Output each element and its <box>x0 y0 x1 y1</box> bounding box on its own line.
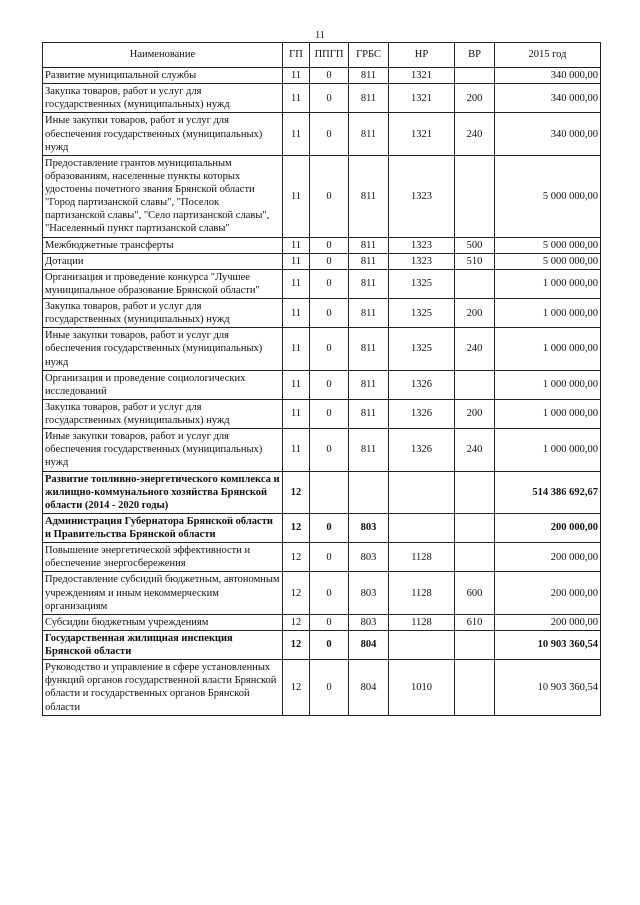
header-gp: ГП <box>283 43 310 68</box>
table-row <box>43 429 601 471</box>
cell-nr <box>389 630 455 659</box>
cell-name: Предоставление грантов муниципальным образованиям, населенные пункты которых удостоены почетного звания Брянской области "Город партизанской славы", "Поселок партизанской славы", "Село партизанской славы", "Населенный пункт партизанской славы" <box>43 155 283 237</box>
table-row <box>43 471 601 513</box>
cell-vr: 240 <box>455 328 495 370</box>
cell-vr: 200 <box>455 84 495 113</box>
cell-gp: 11 <box>283 84 310 113</box>
cell-vr: 500 <box>455 237 495 253</box>
cell-vr: 240 <box>455 113 495 155</box>
table-row <box>43 513 601 542</box>
cell-gp: 12 <box>283 543 310 572</box>
cell-ppgp: 0 <box>310 572 349 614</box>
cell-grbs: 804 <box>349 660 389 716</box>
cell-grbs: 811 <box>349 370 389 399</box>
cell-ppgp: 0 <box>310 660 349 716</box>
cell-amount: 514 386 692,67 <box>495 471 601 513</box>
cell-ppgp: 0 <box>310 269 349 298</box>
cell-nr: 1323 <box>389 253 455 269</box>
table-row <box>43 660 601 716</box>
cell-nr: 1128 <box>389 543 455 572</box>
cell-gp: 11 <box>283 155 310 237</box>
cell-ppgp: 0 <box>310 614 349 630</box>
cell-name: Развитие муниципальной службы <box>43 68 283 84</box>
cell-grbs: 811 <box>349 253 389 269</box>
cell-gp: 11 <box>283 269 310 298</box>
cell-nr: 1326 <box>389 429 455 471</box>
cell-amount: 5 000 000,00 <box>495 237 601 253</box>
cell-grbs: 804 <box>349 630 389 659</box>
header-vr: ВР <box>455 43 495 68</box>
cell-ppgp: 0 <box>310 68 349 84</box>
cell-name: Организация и проведение социологических исследований <box>43 370 283 399</box>
cell-grbs: 803 <box>349 513 389 542</box>
table-row <box>43 237 601 253</box>
cell-name: Развитие топливно-энергетического комплекса и жилищно-коммунального хозяйства Брянской области (2014 - 2020 годы) <box>43 471 283 513</box>
cell-nr: 1128 <box>389 614 455 630</box>
cell-gp: 11 <box>283 237 310 253</box>
cell-grbs: 811 <box>349 237 389 253</box>
table-row <box>43 399 601 428</box>
cell-gp: 12 <box>283 513 310 542</box>
header-row <box>43 43 601 68</box>
table-row <box>43 370 601 399</box>
cell-amount: 340 000,00 <box>495 84 601 113</box>
cell-name: Иные закупки товаров, работ и услуг для обеспечения государственных (муниципальных) нужд <box>43 113 283 155</box>
header-ppgp: ППГП <box>310 43 349 68</box>
cell-nr: 1323 <box>389 237 455 253</box>
cell-vr <box>455 68 495 84</box>
cell-name: Администрация Губернатора Брянской области и Правительства Брянской области <box>43 513 283 542</box>
header-grbs: ГРБС <box>349 43 389 68</box>
cell-nr: 1326 <box>389 399 455 428</box>
page-number: 11 <box>315 30 325 41</box>
cell-vr <box>455 543 495 572</box>
cell-ppgp: 0 <box>310 513 349 542</box>
cell-nr: 1325 <box>389 328 455 370</box>
cell-ppgp: 0 <box>310 543 349 572</box>
cell-nr: 1325 <box>389 299 455 328</box>
cell-gp: 11 <box>283 370 310 399</box>
header-year: 2015 год <box>495 43 601 68</box>
cell-grbs: 811 <box>349 68 389 84</box>
budget-table <box>42 42 601 716</box>
cell-vr <box>455 660 495 716</box>
cell-vr: 200 <box>455 399 495 428</box>
cell-name: Закупка товаров, работ и услуг для государственных (муниципальных) нужд <box>43 84 283 113</box>
cell-name: Предоставление субсидий бюджетным, автономным учреждениям и иным некоммерческим организациям <box>43 572 283 614</box>
cell-nr <box>389 513 455 542</box>
cell-amount: 1 000 000,00 <box>495 370 601 399</box>
cell-vr: 600 <box>455 572 495 614</box>
table-row <box>43 572 601 614</box>
cell-ppgp <box>310 471 349 513</box>
cell-amount: 340 000,00 <box>495 113 601 155</box>
table-row <box>43 328 601 370</box>
cell-vr: 510 <box>455 253 495 269</box>
cell-gp: 11 <box>283 299 310 328</box>
table-row <box>43 614 601 630</box>
cell-amount: 1 000 000,00 <box>495 328 601 370</box>
cell-nr: 1128 <box>389 572 455 614</box>
cell-amount: 200 000,00 <box>495 614 601 630</box>
cell-gp: 11 <box>283 429 310 471</box>
cell-gp: 12 <box>283 660 310 716</box>
cell-vr <box>455 370 495 399</box>
cell-gp: 11 <box>283 253 310 269</box>
cell-vr: 610 <box>455 614 495 630</box>
cell-grbs: 811 <box>349 299 389 328</box>
cell-ppgp: 0 <box>310 237 349 253</box>
cell-gp: 11 <box>283 328 310 370</box>
table-row <box>43 68 601 84</box>
cell-vr <box>455 513 495 542</box>
table-row <box>43 155 601 237</box>
cell-name: Закупка товаров, работ и услуг для государственных (муниципальных) нужд <box>43 299 283 328</box>
cell-vr <box>455 269 495 298</box>
cell-name: Закупка товаров, работ и услуг для государственных (муниципальных) нужд <box>43 399 283 428</box>
cell-grbs <box>349 471 389 513</box>
cell-grbs: 811 <box>349 155 389 237</box>
cell-nr: 1323 <box>389 155 455 237</box>
cell-gp: 12 <box>283 572 310 614</box>
header-nr: НР <box>389 43 455 68</box>
cell-grbs: 803 <box>349 614 389 630</box>
cell-amount: 1 000 000,00 <box>495 399 601 428</box>
cell-amount: 1 000 000,00 <box>495 429 601 471</box>
cell-name: Руководство и управление в сфере установленных функций органов государственной власти Брянской области и государственных органов Брянской области <box>43 660 283 716</box>
cell-nr <box>389 471 455 513</box>
cell-amount: 1 000 000,00 <box>495 269 601 298</box>
table-row <box>43 113 601 155</box>
cell-nr: 1325 <box>389 269 455 298</box>
cell-ppgp: 0 <box>310 84 349 113</box>
cell-name: Государственная жилищная инспекция Брянской области <box>43 630 283 659</box>
cell-amount: 10 903 360,54 <box>495 630 601 659</box>
cell-vr: 240 <box>455 429 495 471</box>
cell-nr: 1010 <box>389 660 455 716</box>
cell-gp: 11 <box>283 68 310 84</box>
cell-name: Организация и проведение конкурса "Лучшее муниципальное образование Брянской области" <box>43 269 283 298</box>
table-row <box>43 269 601 298</box>
cell-grbs: 811 <box>349 269 389 298</box>
cell-gp: 11 <box>283 399 310 428</box>
cell-nr: 1321 <box>389 84 455 113</box>
cell-gp: 12 <box>283 630 310 659</box>
cell-gp: 11 <box>283 113 310 155</box>
cell-ppgp: 0 <box>310 113 349 155</box>
cell-ppgp: 0 <box>310 630 349 659</box>
cell-gp: 12 <box>283 471 310 513</box>
cell-ppgp: 0 <box>310 328 349 370</box>
table-row <box>43 253 601 269</box>
cell-vr <box>455 630 495 659</box>
cell-name: Межбюджетные трансферты <box>43 237 283 253</box>
cell-vr <box>455 471 495 513</box>
cell-ppgp: 0 <box>310 370 349 399</box>
cell-amount: 200 000,00 <box>495 513 601 542</box>
cell-amount: 340 000,00 <box>495 68 601 84</box>
cell-grbs: 811 <box>349 399 389 428</box>
cell-nr: 1321 <box>389 68 455 84</box>
cell-grbs: 811 <box>349 429 389 471</box>
cell-amount: 10 903 360,54 <box>495 660 601 716</box>
cell-grbs: 803 <box>349 543 389 572</box>
cell-amount: 5 000 000,00 <box>495 253 601 269</box>
cell-name: Иные закупки товаров, работ и услуг для обеспечения государственных (муниципальных) нужд <box>43 328 283 370</box>
cell-nr: 1321 <box>389 113 455 155</box>
cell-ppgp: 0 <box>310 399 349 428</box>
cell-grbs: 803 <box>349 572 389 614</box>
cell-amount: 200 000,00 <box>495 543 601 572</box>
table-row <box>43 630 601 659</box>
cell-grbs: 811 <box>349 328 389 370</box>
cell-vr: 200 <box>455 299 495 328</box>
cell-gp: 12 <box>283 614 310 630</box>
cell-ppgp: 0 <box>310 253 349 269</box>
cell-nr: 1326 <box>389 370 455 399</box>
cell-ppgp: 0 <box>310 429 349 471</box>
table-row <box>43 543 601 572</box>
cell-amount: 200 000,00 <box>495 572 601 614</box>
cell-amount: 1 000 000,00 <box>495 299 601 328</box>
cell-amount: 5 000 000,00 <box>495 155 601 237</box>
cell-name: Субсидии бюджетным учреждениям <box>43 614 283 630</box>
table-row <box>43 84 601 113</box>
cell-name: Иные закупки товаров, работ и услуг для обеспечения государственных (муниципальных) нужд <box>43 429 283 471</box>
cell-ppgp: 0 <box>310 299 349 328</box>
cell-name: Повышение энергетической эффективности и обеспечение энергосбережения <box>43 543 283 572</box>
cell-grbs: 811 <box>349 113 389 155</box>
table-row <box>43 299 601 328</box>
header-name: Наименование <box>43 43 283 68</box>
cell-name: Дотации <box>43 253 283 269</box>
cell-vr <box>455 155 495 237</box>
cell-grbs: 811 <box>349 84 389 113</box>
cell-ppgp: 0 <box>310 155 349 237</box>
